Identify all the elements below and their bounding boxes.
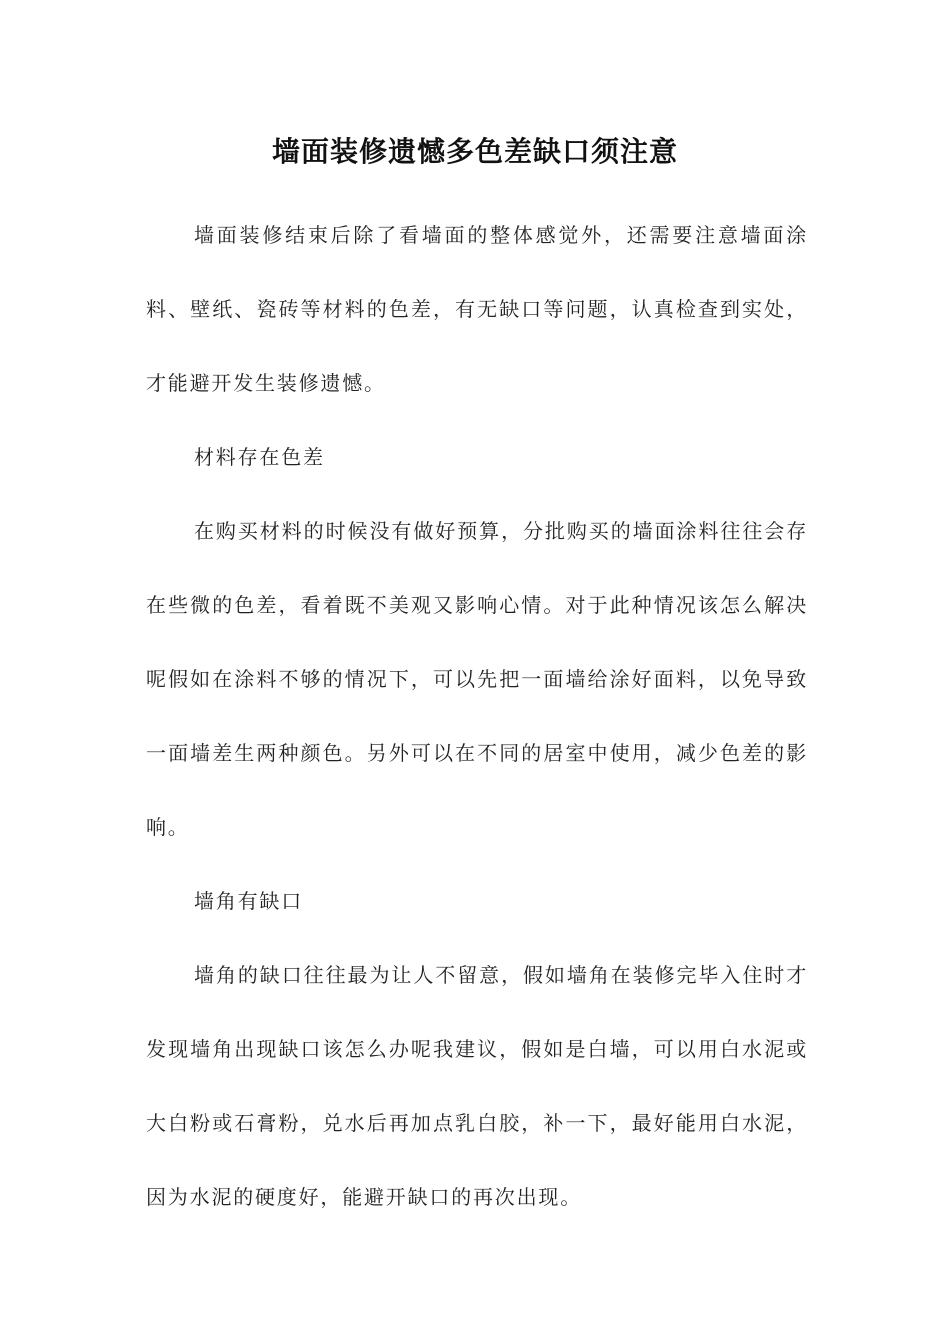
section-paragraph-color-difference: 在购买材料的时候没有做好预算，分批购买的墙面涂料往往会存在些微的色差，看着既不美观又影响心情。对于此种情况该怎么解决呢假如在涂料不够的情况下，可以先把一面墙给涂好面料，以免导致一面墙差生两种颜色。另外可以在不同的居室中使用，减少色差的影响。 bbox=[146, 519, 808, 839]
intro-paragraph: 墙面装修结束后除了看墙面的整体感觉外，还需要注意墙面涂料、壁纸、瓷砖等材料的色差，有无缺口等问题，认真检查到实处，才能避开发生装修遗憾。 bbox=[146, 223, 808, 395]
section-paragraph-wall-corner: 墙角的缺口往往最为让人不留意，假如墙角在装修完毕入住时才发现墙角出现缺口该怎么办呢我建议，假如是白墙，可以用白水泥或大白粉或石膏粉，兑水后再加点乳白胶，补一下，最好能用白水泥，因为水泥的硬度好，能避开缺口的再次出现。 bbox=[146, 963, 808, 1209]
page-title: 墙面装修遗憾多色差缺口须注意 bbox=[271, 135, 678, 168]
document-body bbox=[146, 198, 808, 1234]
section-heading-wall-corner: 墙角有缺口 bbox=[194, 889, 303, 913]
section-heading-color-difference: 材料存在色差 bbox=[194, 445, 325, 469]
